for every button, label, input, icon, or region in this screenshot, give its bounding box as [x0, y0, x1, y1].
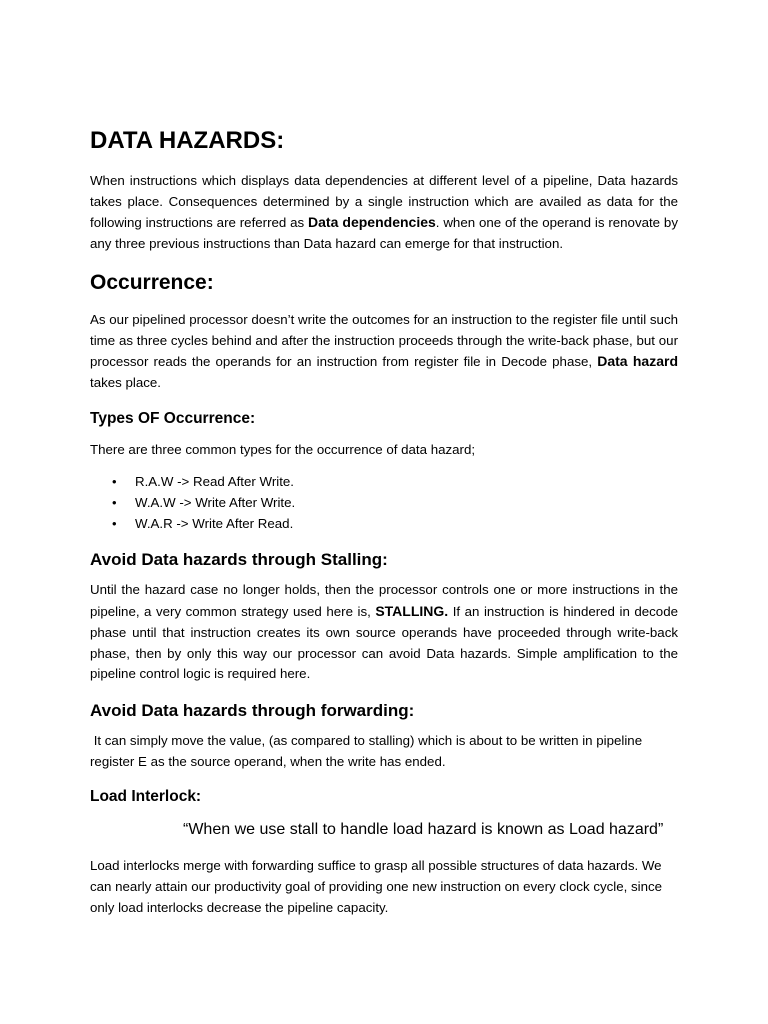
- list-item: [90, 514, 678, 535]
- stalling-bold-term: STALLING.: [375, 603, 449, 620]
- occurrence-text-end: takes place.: [90, 374, 161, 390]
- stalling-heading: Avoid Data hazards through Stalling:: [90, 550, 388, 570]
- list-item-text: W.A.W -> Write After Write.: [135, 495, 296, 511]
- stalling-paragraph: [90, 580, 678, 685]
- bullet-icon: •: [112, 515, 117, 531]
- stalling-text-start: Until the hazard case no longer holds, then the processor controls one or more instructions in the pipeline, a very common strategy used here is,: [90, 582, 678, 620]
- forwarding-paragraph: It can simply move the value, (as compared to stalling) which is about to be written in pipeline register E as the source operand, when the write has ended.: [90, 732, 646, 769]
- list-item-text: W.A.R -> Write After Read.: [135, 515, 294, 531]
- load-interlock-heading: Load Interlock:: [90, 788, 202, 806]
- list-item: [90, 472, 678, 493]
- document-title: DATA HAZARDS:: [90, 127, 285, 154]
- occurrence-heading: Occurrence:: [90, 270, 214, 294]
- list-item: [90, 493, 678, 514]
- forwarding-heading: Avoid Data hazards through forwarding:: [90, 700, 415, 720]
- intro-text-end: . when one of the operand is renovate by any three previous instructions than Data hazard can emerge for that instruction.: [90, 215, 678, 252]
- list-item-text: R.A.W -> Read After Write.: [135, 474, 294, 490]
- document-body: [90, 124, 678, 930]
- load-interlock-paragraph: Load interlocks merge with forwarding suffice to grasp all possible structures of data hazards. We can nearly attain our productivity goal of providing one new instruction on every clock cycle, since only load interlocks decrease the pipeline capacity.: [90, 858, 663, 915]
- intro-paragraph: [90, 171, 678, 255]
- intro-text-start: When instructions which displays data dependencies at different level of a pipeline, Data hazards takes place. Consequences determined by a single instruction which are availed as data for the following instructions are referred as: [90, 173, 678, 231]
- intro-bold-term: Data dependencies: [308, 214, 436, 231]
- load-hazard-quote: “When we use stall to handle load hazard is known as Load hazard”: [183, 821, 664, 839]
- bullet-icon: •: [112, 495, 117, 511]
- occurrence-bold-term: Data hazard: [597, 353, 678, 370]
- occurrence-text-start: As our pipelined processor doesn’t write the outcomes for an instruction to the register file until such time as three cycles behind and after the instruction proceeds through the write-back phase, but our processor reads the operands for an instruction from register file in Decode phase,: [90, 311, 678, 370]
- types-heading: Types OF Occurrence:: [90, 409, 256, 427]
- stalling-text-end: If an instruction is hindered in decode phase until that instruction creates its own source operands have proceeded through write-back phase, then by only this way our processor can avoid Data hazards. Simple amplification to the pipeline control logic is required here.: [90, 604, 678, 682]
- occurrence-paragraph: [90, 310, 678, 394]
- bullet-icon: •: [112, 474, 117, 490]
- types-paragraph: There are three common types for the occurrence of data hazard;: [90, 441, 476, 457]
- types-list: [90, 472, 678, 534]
